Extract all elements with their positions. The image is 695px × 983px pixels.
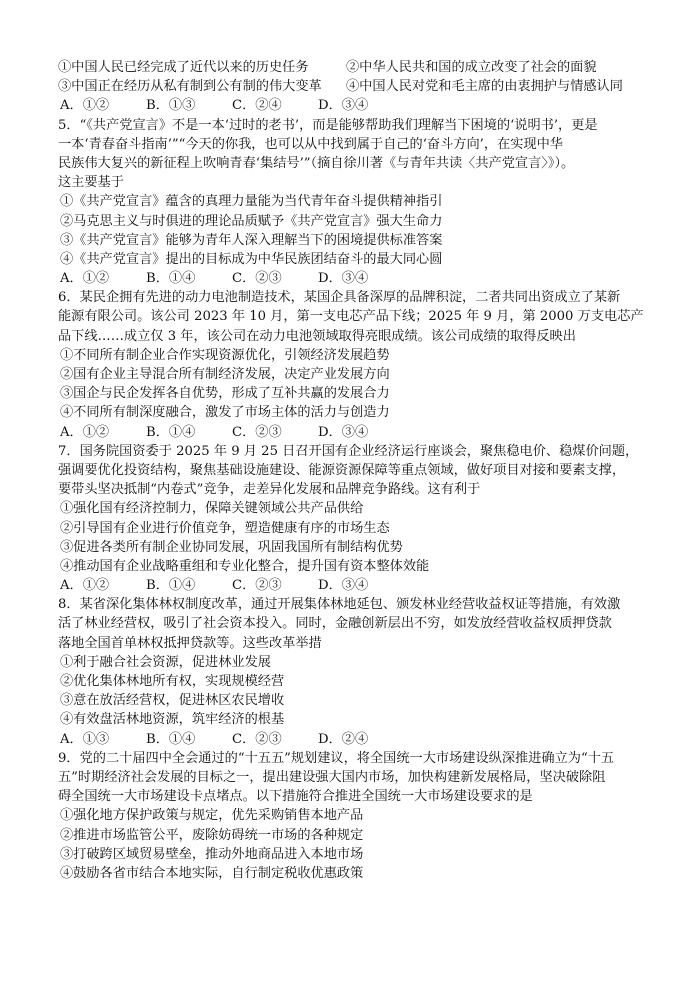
question-stem-line: 活了林业经营权，吸引了社会资本投入。同时，金融创新层出不穷，如发放经营收益权质押贷款 — [58, 616, 612, 632]
statement-3: ③中国正在经历从私有制到公有制的伟大变革 — [58, 79, 322, 95]
choice-d[interactable]: D．②④ — [318, 731, 369, 747]
question-stem-line: 能源有限公司。该公司 2023 年 10 月，第一支电芯产品下线；2025 年 9 月，第 2000 万支电芯产 — [58, 309, 644, 325]
option-1: ①强化国有经济控制力，保障关键领域公共产品供给 — [60, 501, 364, 517]
choice-c[interactable]: C．②③ — [232, 424, 282, 440]
exam-page — [58, 58, 652, 883]
question-stem-line: 落地全国首单林权抵押贷款等。这些改革举措 — [58, 635, 322, 651]
question-stem-line: 9．党的二十届四中全会通过的“十五五”规划建议，将全国统一大市场建设纵深推进确立为“十五 — [58, 750, 615, 766]
option-3: ③《共产党宣言》能够为青年人深入理解当下的困境提供标准答案 — [60, 232, 443, 248]
question-9 — [58, 749, 652, 883]
question-8 — [58, 595, 652, 749]
question-5 — [58, 116, 652, 289]
choice-d[interactable]: D．③④ — [318, 424, 369, 440]
option-4: ④鼓励各省市结合本地实际，自行制定税收优惠政策 — [60, 865, 364, 881]
question-stem-line: 7．国务院国资委于 2025 年 9 月 25 日召开国有企业经济运行座谈会，聚焦稳电价、稳煤价问题， — [58, 443, 639, 459]
question-4-tail — [58, 58, 652, 116]
statement-row — [58, 58, 652, 77]
answer-choices — [58, 269, 652, 288]
option-3: ③促进各类所有制企业协同发展，巩固我国所有制结构优势 — [60, 539, 403, 555]
option-1: ①利于融合社会资源，促进林业发展 — [60, 654, 271, 670]
question-stem-line: 6．某民企拥有先进的动力电池制造技术，某国企具备深厚的品牌积淀，二者共同出资成立了某新 — [58, 290, 621, 306]
option-3: ③意在放活经营权，促进林区农民增收 — [60, 693, 285, 709]
option-1: ①不同所有制企业合作实现资源优化，引领经济发展趋势 — [60, 347, 390, 363]
option-3: ③打破跨区域贸易壁垒，推动外地商品进入本地市场 — [60, 846, 364, 862]
choice-c[interactable]: C．②③ — [232, 578, 282, 594]
question-stem-line: 一本‘青春奋斗指南’”“今天的你我，也可以从中找到属于自己的‘奋斗方向’，在实现中华 — [58, 136, 563, 152]
statement-row — [58, 77, 652, 96]
option-4: ④推动国有企业战略重组和专业化整合，提升国有资本整体效能 — [60, 558, 430, 574]
choice-c[interactable]: C．②④ — [232, 98, 282, 114]
question-stem-line: 强调要优化投资结构，聚焦基础设施建设、能源资源保障等重点领域，做好项目对接和要素支撑， — [58, 462, 626, 478]
statement-2: ②中华人民共和国的成立改变了社会的面貌 — [346, 60, 597, 75]
choice-a[interactable]: A．①② — [60, 98, 110, 114]
option-4: ④《共产党宣言》提出的目标成为中华民族团结奋斗的最大同心圆 — [60, 251, 443, 267]
answer-choices — [58, 576, 652, 595]
answer-choices — [58, 96, 652, 115]
question-stem-line: 五”时期经济社会发展的目标之一，提出建设强大国内市场，加快构建新发展格局，坚决破除阻 — [58, 769, 606, 785]
choice-b[interactable]: B．①④ — [146, 424, 196, 440]
question-stem-line: 碍全国统一大市场建设卡点堵点。以下措施符合推进全国统一大市场建设要求的是 — [58, 789, 533, 805]
question-stem-line: 这主要基于 — [58, 175, 124, 191]
option-1: ①强化地方保护政策与规定，优先采购销售本地产品 — [60, 808, 364, 824]
answer-choices — [58, 730, 652, 749]
option-3: ③国企与民企发挥各自优势，形成了互补共赢的发展合力 — [60, 386, 390, 402]
question-6 — [58, 288, 652, 442]
option-2: ②优化集体林地所有权，实现规模经营 — [60, 674, 285, 690]
question-stem-line: 品下线……成立仅 3 年，该公司在动力电池领域取得亮眼成绩。该公司成绩的取得反映出 — [58, 328, 576, 344]
question-stem-line: 民族伟大复兴的新征程上吹响青春‘集结号’”（摘自徐川著《与青年共读〈共产党宣言〉》）。 — [58, 155, 575, 171]
option-2: ②马克思主义与时俱进的理论品质赋予《共产党宣言》强大生命力 — [60, 213, 443, 229]
option-2: ②引导国有企业进行价值竞争，塑造健康有序的市场生态 — [60, 520, 390, 536]
choice-a[interactable]: A．①② — [60, 424, 110, 440]
choice-b[interactable]: B．①④ — [146, 271, 196, 287]
statement-1: ①中国人民已经完成了近代以来的历史任务 — [58, 60, 309, 75]
question-7 — [58, 442, 652, 596]
question-stem-line: 5．“《共产党宣言》不是一本‘过时的老书’，而是能够帮助我们理解当下困境的‘说明书’，更是 — [58, 117, 598, 133]
choice-c[interactable]: C．②③ — [232, 731, 282, 747]
answer-choices — [58, 423, 652, 442]
option-2: ②国有企业主导混合所有制经济发展，决定产业发展方向 — [60, 367, 390, 383]
choice-d[interactable]: D．③④ — [318, 578, 369, 594]
option-2: ②推进市场监管公平，废除妨碍统一市场的各种规定 — [60, 827, 364, 843]
option-4: ④不同所有制深度融合，激发了市场主体的活力与创造力 — [60, 405, 390, 421]
choice-a[interactable]: A．①③ — [60, 731, 110, 747]
choice-b[interactable]: B．①④ — [146, 578, 196, 594]
question-stem-line: 要带头坚决抵制“内卷式”竞争，走差异化发展和品牌竞争路线。这有利于 — [58, 482, 481, 498]
question-stem-line: 8．某省深化集体林权制度改革，通过开展集体林地延包、颁发林业经营收益权证等措施，有效激 — [58, 597, 621, 613]
choice-b[interactable]: B．①④ — [146, 731, 196, 747]
choice-a[interactable]: A．①② — [60, 578, 110, 594]
choice-a[interactable]: A．①② — [60, 271, 110, 287]
choice-d[interactable]: D．③④ — [318, 271, 369, 287]
option-1: ①《共产党宣言》蕴含的真理力量能为当代青年奋斗提供精神指引 — [60, 194, 443, 210]
choice-b[interactable]: B．①③ — [146, 98, 196, 114]
statement-4: ④中国人民对党和毛主席的由衷拥护与情感认同 — [346, 79, 623, 95]
choice-c[interactable]: C．②③ — [232, 271, 282, 287]
choice-d[interactable]: D．③④ — [318, 98, 369, 114]
option-4: ④有效盘活林地资源，筑牢经济的根基 — [60, 712, 285, 728]
